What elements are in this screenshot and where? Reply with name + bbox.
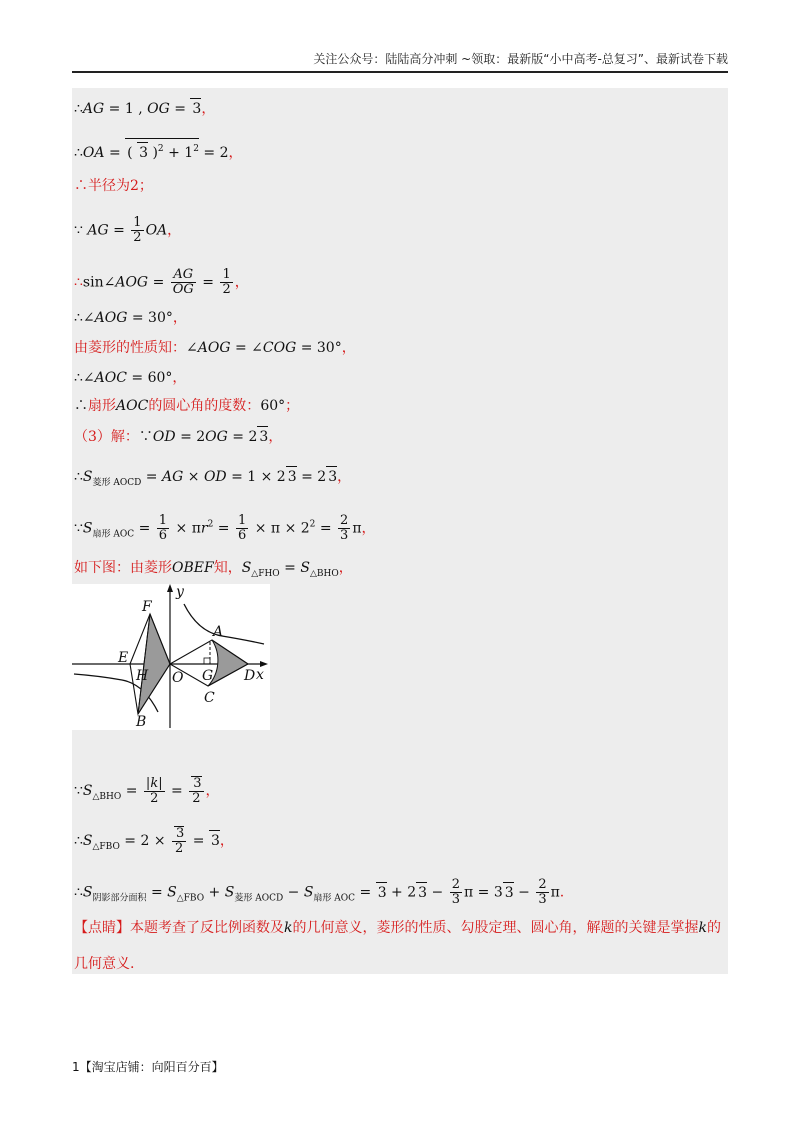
line-17: 【点睛】本题考查了反比例函数及k的几何意义，菱形的性质、勾股定理、圆心角，解题的关键是掌握k的 [74, 920, 721, 936]
right-angle-mark [204, 658, 210, 664]
hyperbola-right [184, 604, 264, 644]
label-h: H [136, 668, 149, 684]
line-8: ∴∠AOC = 60°， [74, 370, 187, 386]
header-rule [72, 71, 728, 73]
line-10: （3）解：∵OD = 2OG = 2 3， [74, 426, 282, 447]
page-header [72, 50, 728, 72]
line-15: $\therefore S_{\triangle FBO} = 2$ × $\frac{3}{2}$ = 3， [74, 826, 234, 856]
line-14: $\because S_{\triangle BHO}$ = $\frac{|k|}{2}$ = $\frac{3}{2}$ ， [74, 775, 220, 806]
y-arrow [167, 584, 173, 592]
footer-text: 1【淘宝店铺：向阳百分百】 [72, 1060, 224, 1074]
label-f: F [142, 599, 152, 615]
label-o: O [172, 670, 184, 686]
rhombus-figure [72, 584, 270, 730]
label-d: D [244, 668, 256, 684]
coordinate-diagram [72, 584, 270, 730]
line-5: ∴sin∠AOG = $\frac{AG}{OG}$ = $\frac{1}{2}$ ， [74, 267, 249, 297]
label-y: y [176, 584, 184, 600]
solution-content [72, 88, 728, 974]
line-2: ∴OA = ( 3 )$^2 + 1^2 = 2$， [74, 138, 242, 163]
line-4: ∵ AG = $\frac{1}{2}$ OA， [74, 215, 182, 245]
line-9: ∴扇形AOC的圆心角的度数：60°； [74, 398, 300, 414]
line-1: ∴AG = 1 , OG = 3， [74, 98, 215, 119]
label-a: A [213, 624, 224, 640]
line-16: $\therefore S_{阴影部分面积} = S_{\triangle FBO} + S_{菱形 AOCD} - S_{扇形 AOC} = 3 + 2$ 3 − $\frac{2}{3}$ π = 3 3 − $\frac{2}{3}$ π. [74, 877, 565, 907]
line-12: $\because S_{扇形 AOC}$ = $\frac{1}{6}$ × $\pi r^2$ = $\frac{1}{6}$ × $\pi \times 2^2$ = $\frac{2}{3}$ π， [74, 513, 376, 543]
line-3: ∴半径为2； [74, 178, 153, 194]
line-13: 如下图：由菱形OBEF知，$S_{\triangle FHO} = S_{\triangle BHO}$， [74, 560, 353, 579]
line-18: 几何意义. [74, 956, 135, 972]
line-6: ∴∠AOG = 30°， [74, 310, 187, 326]
page-footer [72, 1058, 224, 1075]
right-shaded-region [208, 640, 248, 686]
label-g: G [202, 668, 214, 684]
label-e: E [118, 650, 129, 666]
label-c: C [204, 690, 215, 706]
line-7: 由菱形的性质知：∠AOG = ∠COG = 30°， [74, 340, 356, 356]
header-text: 关注公众号：陆陆高分冲刺 ~领取：最新版“小中高考-总复习”、最新试卷下载 [313, 52, 728, 66]
line-11: $\therefore S_{菱形 AOCD}$ = AG × OD = 1 × 2 3 = 2 3， [74, 466, 351, 493]
label-b: B [136, 714, 147, 730]
label-x: x [256, 667, 264, 683]
